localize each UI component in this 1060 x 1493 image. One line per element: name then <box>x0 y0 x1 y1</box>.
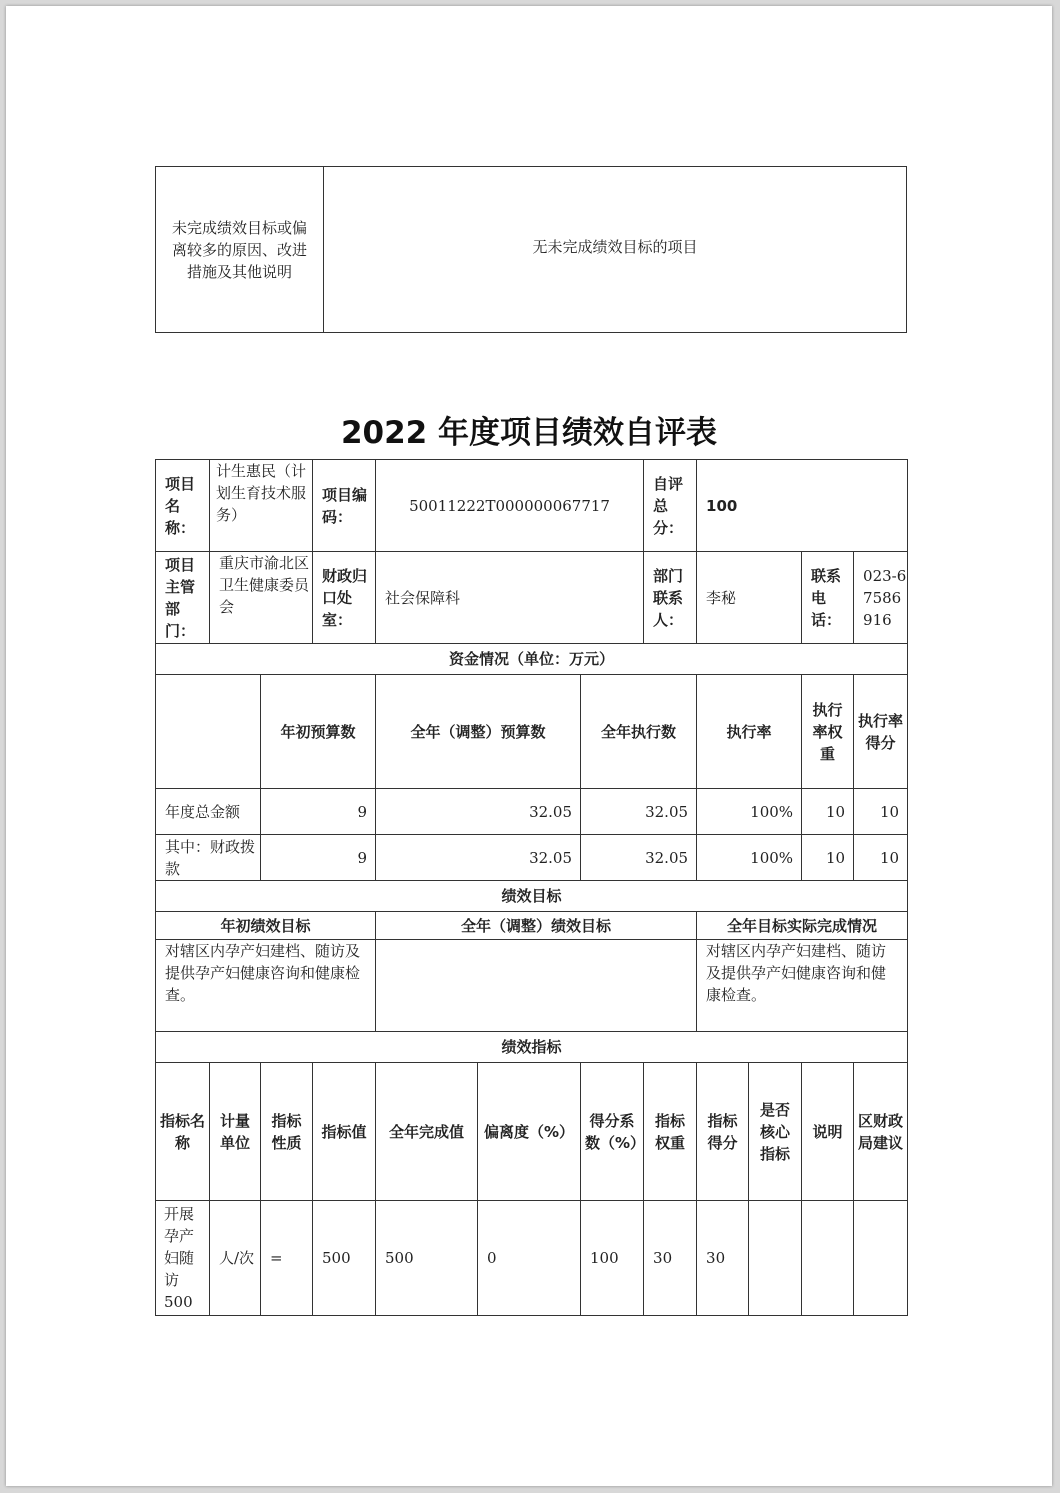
funds-rate: 100% <box>697 835 802 881</box>
funds-executed: 32.05 <box>581 835 697 881</box>
finance-office-label: 财政归口处室： <box>313 552 376 644</box>
funds-row-label: 年度总金额 <box>156 789 261 835</box>
table-row <box>156 1201 908 1316</box>
project-code: 50011222T000000067717 <box>376 460 644 552</box>
ind-header-deviation: 偏离度（%） <box>478 1063 581 1201</box>
funds-header-rate: 执行率 <box>697 675 802 789</box>
indicator-coefficient: 100 <box>581 1201 644 1316</box>
contact-name: 李秘 <box>697 552 802 644</box>
document-page <box>6 6 1052 1486</box>
funds-initial: 9 <box>261 835 376 881</box>
indicator-completed: 500 <box>376 1201 478 1316</box>
funds-executed: 32.05 <box>581 789 697 835</box>
ind-header-score: 指标得分 <box>697 1063 749 1201</box>
funds-weight: 10 <box>802 835 854 881</box>
funds-header-executed: 全年执行数 <box>581 675 697 789</box>
funds-header-initial: 年初预算数 <box>261 675 376 789</box>
goals-header-adjusted: 全年（调整）绩效目标 <box>376 912 697 940</box>
self-evaluation-table <box>155 459 908 1316</box>
goal-initial: 对辖区内孕产妇建档、随访及提供孕产妇健康咨询和健康检查。 <box>156 940 376 1032</box>
indicator-deviation: 0 <box>478 1201 581 1316</box>
ind-header-coefficient: 得分系数（%） <box>581 1063 644 1201</box>
goals-header-initial: 年初绩效目标 <box>156 912 376 940</box>
funds-section-title: 资金情况（单位：万元） <box>156 644 908 675</box>
indicator-unit: 人/次 <box>210 1201 261 1316</box>
table-row <box>156 789 908 835</box>
ind-header-note: 说明 <box>802 1063 854 1201</box>
indicator-core <box>749 1201 802 1316</box>
funds-header-weight: 执行率权重 <box>802 675 854 789</box>
funds-row-label: 其中：财政拨款 <box>156 835 261 881</box>
contact-label: 部门联系人： <box>644 552 697 644</box>
project-name-label: 项目名称： <box>156 460 210 552</box>
ind-header-core: 是否核心指标 <box>749 1063 802 1201</box>
goals-section-title: 绩效目标 <box>156 881 908 912</box>
funds-score: 10 <box>854 789 908 835</box>
funds-score: 10 <box>854 835 908 881</box>
table-row <box>156 835 908 881</box>
ind-header-completed: 全年完成值 <box>376 1063 478 1201</box>
indicator-note <box>802 1201 854 1316</box>
finance-office: 社会保障科 <box>376 552 644 644</box>
incomplete-reason-table <box>155 166 907 333</box>
incomplete-reason-value: 无未完成绩效目标的项目 <box>324 167 907 333</box>
indicator-weight: 30 <box>644 1201 697 1316</box>
phone-label: 联系电话： <box>802 552 854 644</box>
score-label: 自评总分： <box>644 460 697 552</box>
project-code-label: 项目编码： <box>313 460 376 552</box>
ind-header-suggestion: 区财政局建议 <box>854 1063 908 1201</box>
total-score: 100 <box>697 460 908 552</box>
goal-adjusted <box>376 940 697 1032</box>
funds-rate: 100% <box>697 789 802 835</box>
ind-header-nature: 指标性质 <box>261 1063 313 1201</box>
funds-adjusted: 32.05 <box>376 789 581 835</box>
ind-header-unit: 计量单位 <box>210 1063 261 1201</box>
dept-label: 项目主管部门： <box>156 552 210 644</box>
funds-initial: 9 <box>261 789 376 835</box>
incomplete-reason-label: 未完成绩效目标或偏离较多的原因、改进措施及其他说明 <box>156 167 324 333</box>
page-title: 2022 年度项目绩效自评表 <box>340 415 718 451</box>
funds-header-adjusted: 全年（调整）预算数 <box>376 675 581 789</box>
funds-header-blank <box>156 675 261 789</box>
indicator-suggestion <box>854 1201 908 1316</box>
dept-name: 重庆市渝北区卫生健康委员会 <box>210 552 313 644</box>
funds-adjusted: 32.05 <box>376 835 581 881</box>
indicator-nature: = <box>261 1201 313 1316</box>
funds-weight: 10 <box>802 789 854 835</box>
indicators-section-title: 绩效指标 <box>156 1032 908 1063</box>
goals-header-actual: 全年目标实际完成情况 <box>697 912 908 940</box>
indicator-name: 开展孕产妇随访500 <box>156 1201 210 1316</box>
project-name: 计生惠民（计划生育技术服务） <box>210 460 313 552</box>
ind-header-name: 指标名称 <box>156 1063 210 1201</box>
ind-header-weight: 指标权重 <box>644 1063 697 1201</box>
ind-header-value: 指标值 <box>313 1063 376 1201</box>
goal-actual: 对辖区内孕产妇建档、随访及提供孕产妇健康咨询和健康检查。 <box>697 940 908 1032</box>
phone-number: 023-67586916 <box>854 552 908 644</box>
funds-header-score: 执行率得分 <box>854 675 908 789</box>
indicator-score: 30 <box>697 1201 749 1316</box>
indicator-value: 500 <box>313 1201 376 1316</box>
